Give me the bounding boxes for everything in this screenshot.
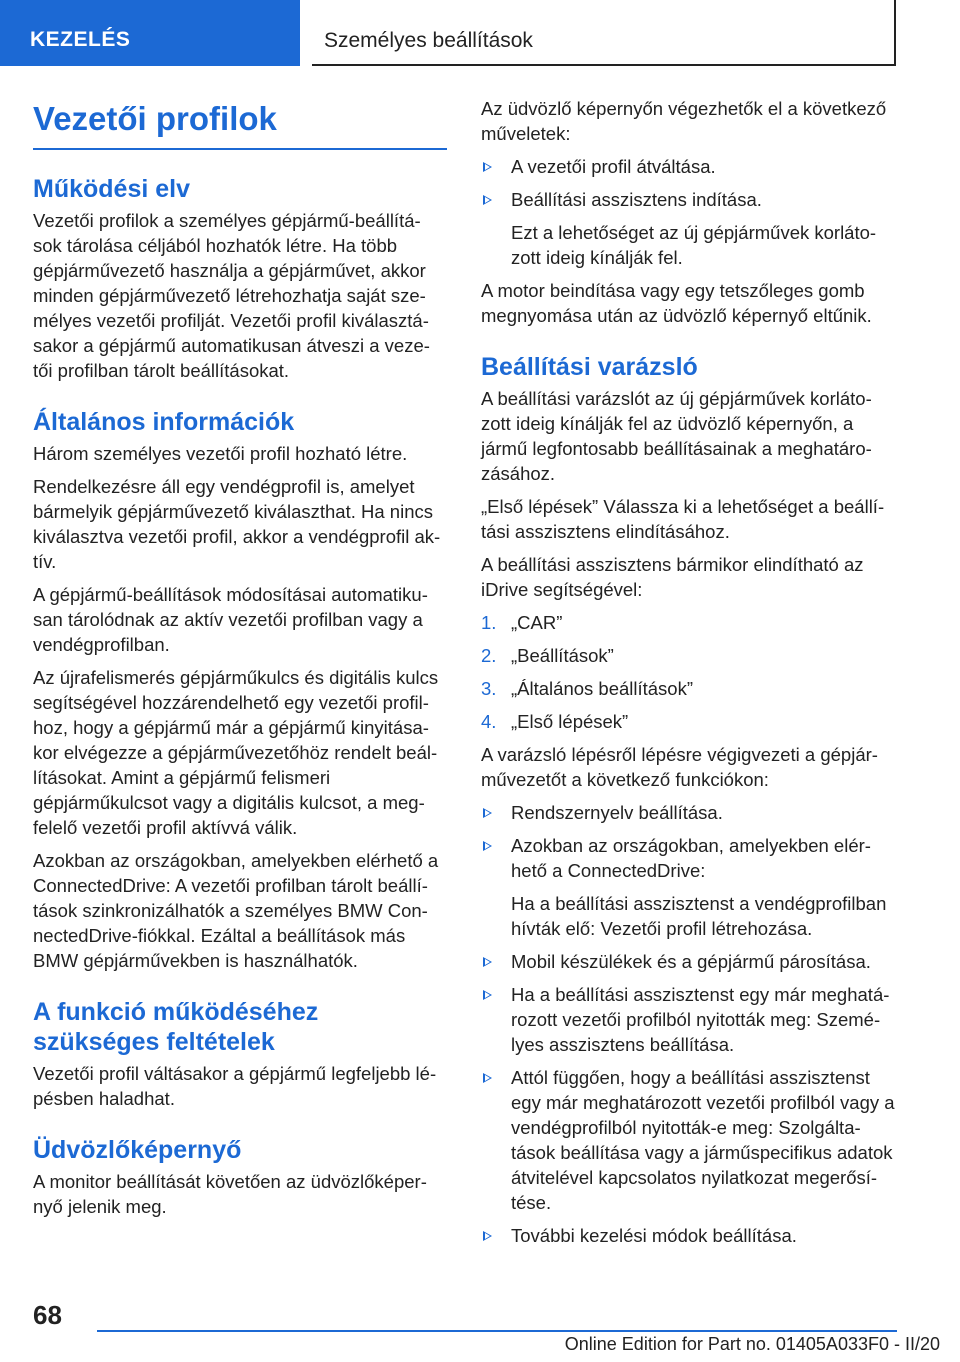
paragraph: A beállítási asszisztens bármikor elindítható az iDrive segítségével: bbox=[481, 554, 864, 600]
numbered-step bbox=[481, 709, 897, 734]
list-item-note: Ezt a lehetőséget az új gépjárművek korláto-zott ideig kínálják fel. bbox=[511, 222, 877, 268]
paragraph: A monitor beállítását követően az üdvözlőképer-nyő jelenik meg. bbox=[33, 1171, 427, 1217]
page-title: Vezetői profilok bbox=[33, 100, 447, 150]
page-number: 68 bbox=[33, 1300, 62, 1330]
numbered-step bbox=[481, 643, 897, 668]
list-item bbox=[481, 949, 897, 974]
list-item-note: Ha a beállítási asszisztenst a vendégprofilban hívták elő: Vezetői profil létrehozása. bbox=[511, 893, 887, 939]
step-text: „Első lépések” bbox=[511, 711, 629, 732]
triangle-bullet-icon bbox=[483, 990, 492, 1000]
triangle-bullet-icon bbox=[483, 195, 492, 205]
heading-altalanos-informaciok: Általános információk bbox=[33, 408, 295, 436]
paragraph: Három személyes vezetői profil hozható létre. bbox=[33, 443, 408, 464]
chapter-title: Személyes beállítások bbox=[312, 0, 896, 66]
list-item-text: Azokban az országokban, amelyekben elér-hető a ConnectedDrive: bbox=[511, 835, 871, 881]
list-item-text: Beállítási asszisztens indítása. bbox=[511, 189, 762, 210]
triangle-bullet-icon bbox=[483, 841, 492, 851]
list-item bbox=[481, 800, 897, 825]
page-header bbox=[0, 0, 960, 66]
list-item bbox=[481, 1065, 897, 1215]
step-number: 4. bbox=[481, 711, 497, 732]
numbered-step bbox=[481, 610, 897, 635]
paragraph: A beállítási varázslót az új gépjárművek korláto-zott ideig kínálják fel az üdvözlő képernyőn, a jármű legfontosabb beállításainak a meghatáro-zásához. bbox=[481, 388, 872, 484]
list-item bbox=[481, 154, 897, 179]
triangle-bullet-icon bbox=[483, 808, 492, 818]
step-text: „Beállítások” bbox=[511, 645, 614, 666]
paragraph: „Első lépések” Válassza ki a lehetőséget a beállí-tási asszisztens elindításához. bbox=[481, 496, 885, 542]
step-text: „CAR” bbox=[511, 612, 563, 633]
list-item bbox=[481, 1223, 897, 1248]
paragraph: Vezetői profil váltásakor a gépjármű legfeljebb lé-pésben haladhat. bbox=[33, 1063, 437, 1109]
triangle-bullet-icon bbox=[483, 162, 492, 172]
paragraph: Az üdvözlő képernyőn végezhetők el a következő műveletek: bbox=[481, 98, 887, 144]
heading-udvozlokepernyo: Üdvözlőképernyő bbox=[33, 1136, 242, 1164]
list-item-text: Ha a beállítási asszisztenst egy már meghatá-rozott vezetői profilból nyitották meg: Szemé-lyes asszisztens beállítása. bbox=[511, 984, 890, 1055]
heading-feltetelek: A funkció működéséhez szükséges feltételek bbox=[33, 998, 319, 1056]
triangle-bullet-icon bbox=[483, 957, 492, 967]
paragraph: Rendelkezésre áll egy vendégprofil is, amelyet bármelyik gépjárművezető kiválaszthat. Ha nincs kiválasztva vezetői profil, akkor a vendégprofil ak-tív. bbox=[33, 476, 441, 572]
paragraph: A varázsló lépésről lépésre végigvezeti a gépjár-művezetőt a következő funkciókon: bbox=[481, 744, 878, 790]
list-item-text: Rendszernyelv beállítása. bbox=[511, 802, 723, 823]
paragraph: A gépjármű-beállítások módosításai automatiku-san tárolódnak az aktív vezetői profilban vagy a vendégprofilban. bbox=[33, 584, 428, 655]
step-number: 1. bbox=[481, 612, 497, 633]
right-column bbox=[481, 96, 897, 1256]
step-number: 2. bbox=[481, 645, 497, 666]
footer-divider bbox=[97, 1330, 897, 1332]
left-column bbox=[33, 100, 447, 1227]
list-item bbox=[481, 187, 897, 212]
list-item-text: Mobil készülékek és a gépjármű párosítása. bbox=[511, 951, 871, 972]
triangle-bullet-icon bbox=[483, 1073, 492, 1083]
paragraph: Az újrafelismerés gépjárműkulcs és digitális kulcs segítségével hozzárendelhető egy vezetői profil-hoz, hogy a gépjármű már a gépjármű kinyitása-kor elvégezze a gépjárművezetőhöz rendelt beál-lításokat. Amint a gépjármű felismeri gépjárműkulcsot vagy a digitális kulcsot, a meg-felelő vezetői profil aktívvá válik. bbox=[33, 667, 439, 838]
heading-beallitasi-varazslo: Beállítási varázsló bbox=[481, 353, 698, 381]
list-item-text: További kezelési módok beállítása. bbox=[511, 1225, 797, 1246]
list-item-text: Attól függően, hogy a beállítási asszisztenst egy már meghatározott vezetői profilból vagy a vendégprofilból nyitották-e meg: Szolgálta-tások beállítása vagy a járműspecifikus adatok átvitelével kapcsolatos nyilatkozat megerősí-tése. bbox=[511, 1067, 895, 1213]
numbered-step bbox=[481, 676, 897, 701]
edition-note: Online Edition for Part no. 01405A033F0 - II/20 bbox=[564, 1334, 940, 1354]
list-item bbox=[481, 982, 897, 1057]
triangle-bullet-icon bbox=[483, 1231, 492, 1241]
paragraph: Azokban az országokban, amelyekben elérhető a ConnectedDrive: A vezetői profilban tárolt beállí-tások szinkronizálhatók a személyes BMW Con-nectedDrive-fiókkal. Ezáltal a beállítások más BMW gépjárművekben is használhatók. bbox=[33, 850, 439, 971]
paragraph: A motor beindítása vagy egy tetszőleges gomb megnyomása után az üdvözlő képernyő eltűnik. bbox=[481, 280, 872, 326]
step-number: 3. bbox=[481, 678, 497, 699]
section-label: KEZELÉS bbox=[0, 0, 300, 66]
list-item bbox=[481, 833, 897, 883]
step-text: „Általános beállítások” bbox=[511, 678, 694, 699]
paragraph: Vezetői profilok a személyes gépjármű-beállítá-sok tárolása céljából hozhatók létre. Ha több gépjárművezető használja a gépjárművet, akkor minden gépjárművezető létrehozhatja saját sze-mélyes vezetői profilját. Vezetői profil kiválasztá-sakor a gépjármű automatikusan átveszi a veze-tői profilban tárolt beállításokat. bbox=[33, 210, 430, 381]
heading-mukodesi-elv: Működési elv bbox=[33, 175, 190, 203]
list-item-text: A vezetői profil átváltása. bbox=[511, 156, 716, 177]
